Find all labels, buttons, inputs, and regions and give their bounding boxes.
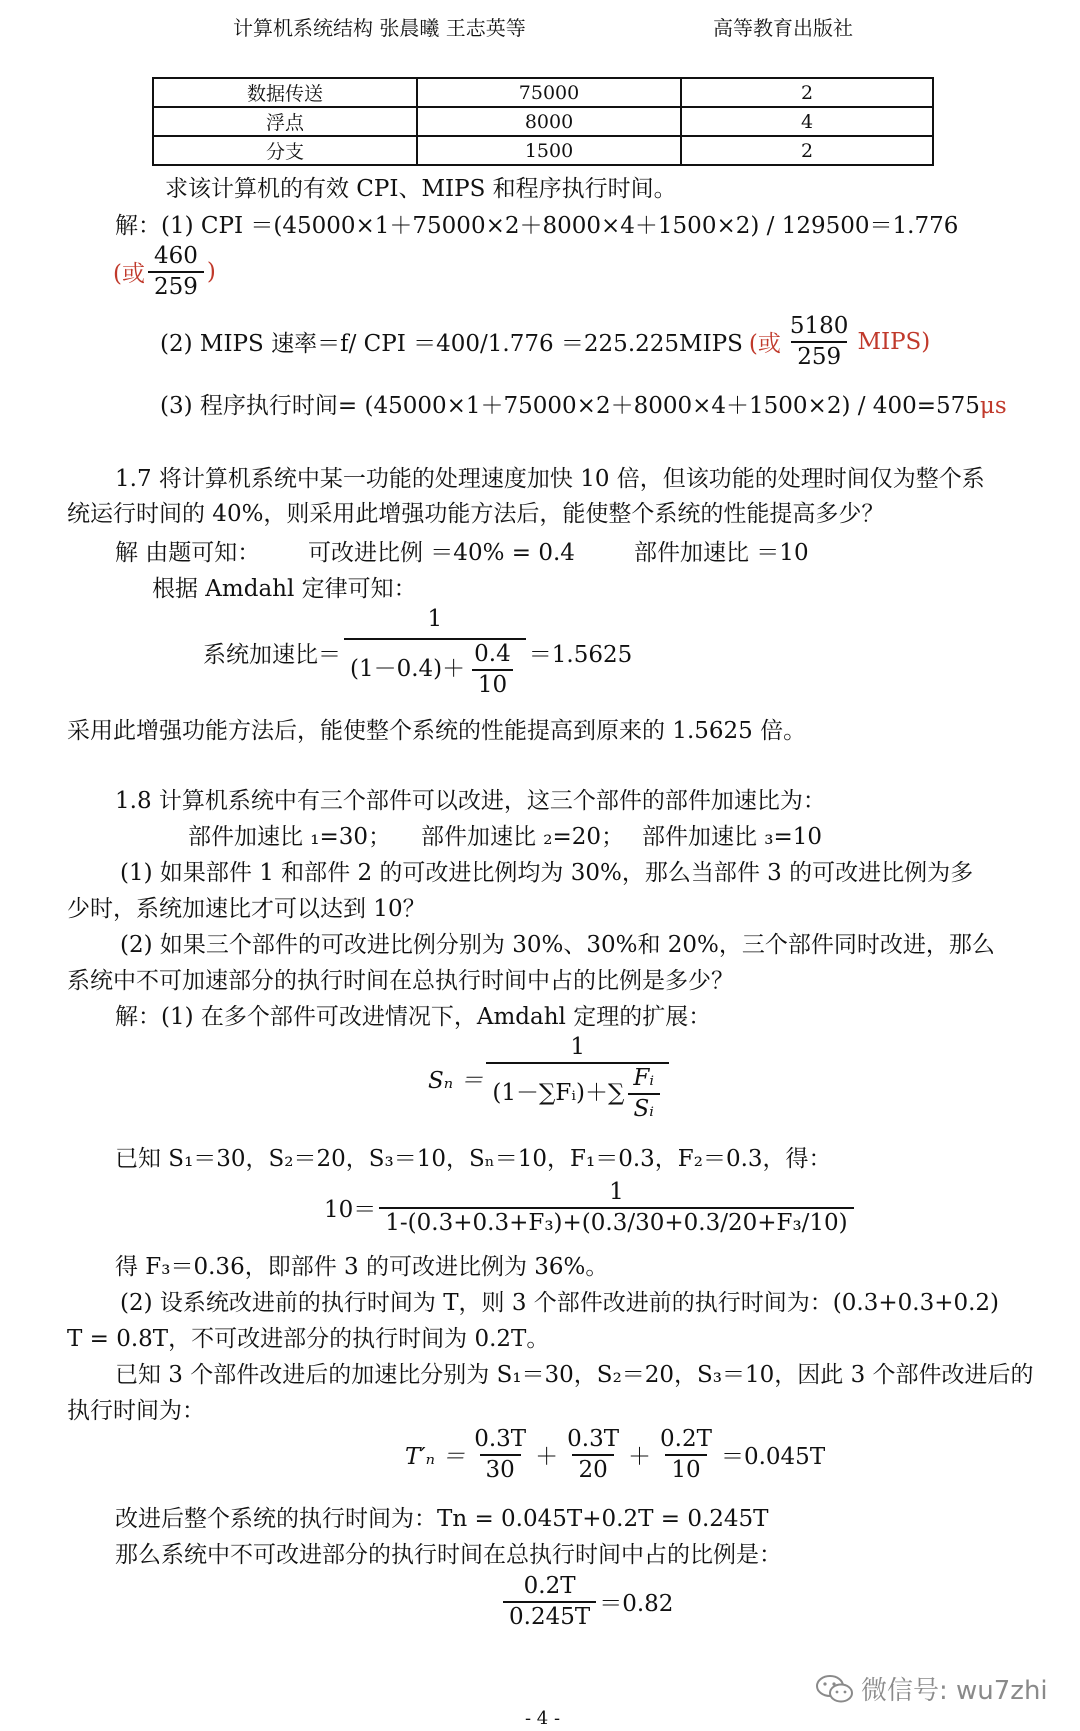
q18-total: 改进后整个系统的执行时间为：Tn = 0.045T+0.2T = 0.245T [115,1506,769,1532]
table-cell: 2 [681,136,933,165]
eq-result: ＝1.5625 [528,641,633,668]
table-cell: 数据传送 [153,78,417,107]
q18-p2sol-a: (2) 设系统改进前的执行时间为 T，则 3 个部件改进前的执行时间为：(0.3+0.3+0.2) [120,1290,1000,1316]
mips-alt-open: (或 [748,331,781,358]
eq10-lhs: 10＝ [324,1197,377,1224]
q18-ratio-text: 那么系统中不可改进部分的执行时间在总执行时间中占的比例是： [115,1542,782,1568]
q18-p1a: (1) 如果部件 1 和部件 2 的可改进比例均为 30%，那么当部件 3 的可改进比例为多 [120,860,974,886]
tn-result: ＝0.045T [720,1444,826,1471]
watermark-text: 微信号: wu7zhi [861,1676,1048,1706]
q17-line2: 统运行时间的 40%，则采用此增强功能方法后，能使整个系统的性能提高多少？ [67,501,885,527]
table-cell: 75000 [417,78,681,107]
q18-p2b: 系统中不可加速部分的执行时间在总执行时间中占的比例是多少？ [67,968,734,994]
mips-alt-fraction [784,312,855,372]
mips-alt-den: 259 [791,341,847,372]
table-cell: 浮点 [153,107,417,136]
eq-den-a: (1－0.4)＋ [350,656,466,683]
instruction-table [152,77,934,166]
q18-p1b: 少时，系统加速比才可以达到 10？ [67,896,426,922]
tn-frac1 [468,1425,532,1485]
question-text: 求该计算机的有效 CPI、MIPS 和程序执行时间。 [165,176,677,202]
q17-conclusion: 采用此增强功能方法后，能使整个系统的性能提高到原来的 1.5625 倍。 [67,718,807,744]
mips-text: (2) MIPS 速率＝f/ CPI ＝400/1.776 ＝225.225MIPS [160,331,743,358]
q17-sol1: 解 由题可知： [115,540,261,566]
table-cell: 4 [681,107,933,136]
q17-sol1b: 可改进比例 ＝40% = 0.4 [308,540,575,566]
sn-den: (1－∑Fᵢ)＋∑ [492,1080,625,1107]
tn-plus: ＋ [628,1444,652,1471]
ratio-num: 0.2T [523,1573,576,1599]
q18-p2sol-c: 已知 3 个部件改进后的加速比分别为 S₁＝30，S₂＝20，S₃＝10，因此 3 个部件改进后的 [115,1362,1034,1388]
time-unit: μs [979,393,1007,419]
eq10-fraction [379,1178,853,1238]
eq-den-den: 10 [472,669,513,700]
header-right: 高等教育出版社 [713,16,853,40]
amdahl-equation [203,605,632,699]
eq10-den: 1-(0.3+0.3+F₃)+(0.3/30+0.3/20+F₃/10) [379,1207,853,1238]
cpi-alt-open: (或 [113,261,145,288]
sn-equation [428,1033,672,1123]
table-row [153,136,933,165]
cpi-alt-close: ) [206,258,216,285]
time-text: (3) 程序执行时间= (45000×1＋75000×2＋8000×4＋1500×2) / 400=575 [160,393,980,419]
q17-line1: 1.7 将计算机系统中某一功能的处理速度加快 10 倍，但该功能的处理时间仅为整个系 [115,466,985,492]
table-cell: 8000 [417,107,681,136]
q18-s1: 部件加速比 ₁=30； [188,824,392,850]
q18-f3: 得 F₃＝0.36，即部件 3 的可改进比例为 36%。 [115,1254,609,1280]
mips-alt-num: 5180 [789,313,849,339]
q18-p2sol-b: T = 0.8T，不可改进部分的执行时间为 0.2T。 [67,1326,550,1352]
cpi-alt [113,242,216,302]
table-cell: 分支 [153,136,417,165]
eq-den-num: 0.4 [474,640,511,667]
q18-sol1: 解：(1) 在多个部件可改进情况下，Amdahl 定理的扩展： [115,1004,712,1030]
ratio-equation [500,1572,673,1632]
cpi-alt-num: 460 [153,243,198,269]
tn-frac3 [654,1425,718,1485]
cpi-alt-fraction [148,242,204,302]
ratio-den: 0.245T [503,1601,596,1632]
sn-lhs: Sₙ ＝ [428,1067,484,1094]
tn-f2d: 20 [572,1454,613,1485]
watermark [815,1670,1048,1707]
eq-label: 系统加速比＝ [203,641,341,668]
sn-fraction [486,1033,669,1123]
tn-equation [405,1425,825,1485]
eq-num: 1 [427,606,443,632]
q18-s2: 部件加速比 ₂=20； [421,824,625,850]
q18-p2a: (2) 如果三个部件的可改进比例分别为 30%、30%和 20%，三个部件同时改进，那么 [120,932,995,958]
tn-f3n: 0.2T [660,1426,712,1452]
tn-frac2 [561,1425,625,1485]
eq10 [324,1178,857,1238]
sn-num: 1 [570,1034,586,1060]
header-left: 计算机系统结构 张晨曦 王志英等 [233,16,526,40]
q17-sol1c: 部件加速比 ＝10 [634,540,809,566]
sn-fi: Fᵢ [633,1064,654,1091]
eq-den-fraction [468,640,517,700]
ratio-fraction [503,1572,596,1632]
wechat-icon [815,1673,855,1705]
tn-f3d: 10 [665,1454,706,1485]
tn-f2n: 0.3T [567,1426,620,1452]
q18-line1: 1.8 计算机系统中有三个部件可以改进，这三个部件的部件加速比为： [115,788,826,814]
table-cell: 2 [681,78,933,107]
eq-fraction [344,605,526,699]
page-number: - 4 - [525,1708,561,1729]
ratio-result: ＝0.82 [599,1591,674,1618]
cpi-line: 解：(1) CPI ＝(45000×1＋75000×2＋8000×4＋1500×2) / 129500＝1.776 [115,213,959,239]
q18-s3: 部件加速比 ₃=10 [642,824,823,850]
mips-alt-close: MIPS) [857,328,931,355]
sn-si: Sᵢ [628,1093,660,1124]
table-row [153,107,933,136]
table-row [153,78,933,107]
time-line [160,387,1007,420]
sn-inner-fraction [627,1064,660,1124]
sn-den-wrap [486,1062,669,1124]
mips-line [160,312,930,372]
tn-lhs: T′ₙ ＝ [405,1444,466,1471]
table-cell: 1500 [417,136,681,165]
q17-sol2: 根据 Amdahl 定律可知： [152,576,417,602]
eq10-num: 1 [609,1179,624,1205]
tn-plus: ＋ [535,1444,559,1471]
cpi-alt-den: 259 [148,271,204,302]
eq-den [344,638,526,700]
q18-known: 已知 S₁＝30，S₂＝20，S₃＝10，Sₙ＝10，F₁＝0.3，F₂＝0.3，得： [115,1146,832,1172]
q18-p2sol-d: 执行时间为： [67,1398,205,1424]
tn-f1n: 0.3T [474,1426,527,1452]
tn-f1d: 30 [480,1454,521,1485]
